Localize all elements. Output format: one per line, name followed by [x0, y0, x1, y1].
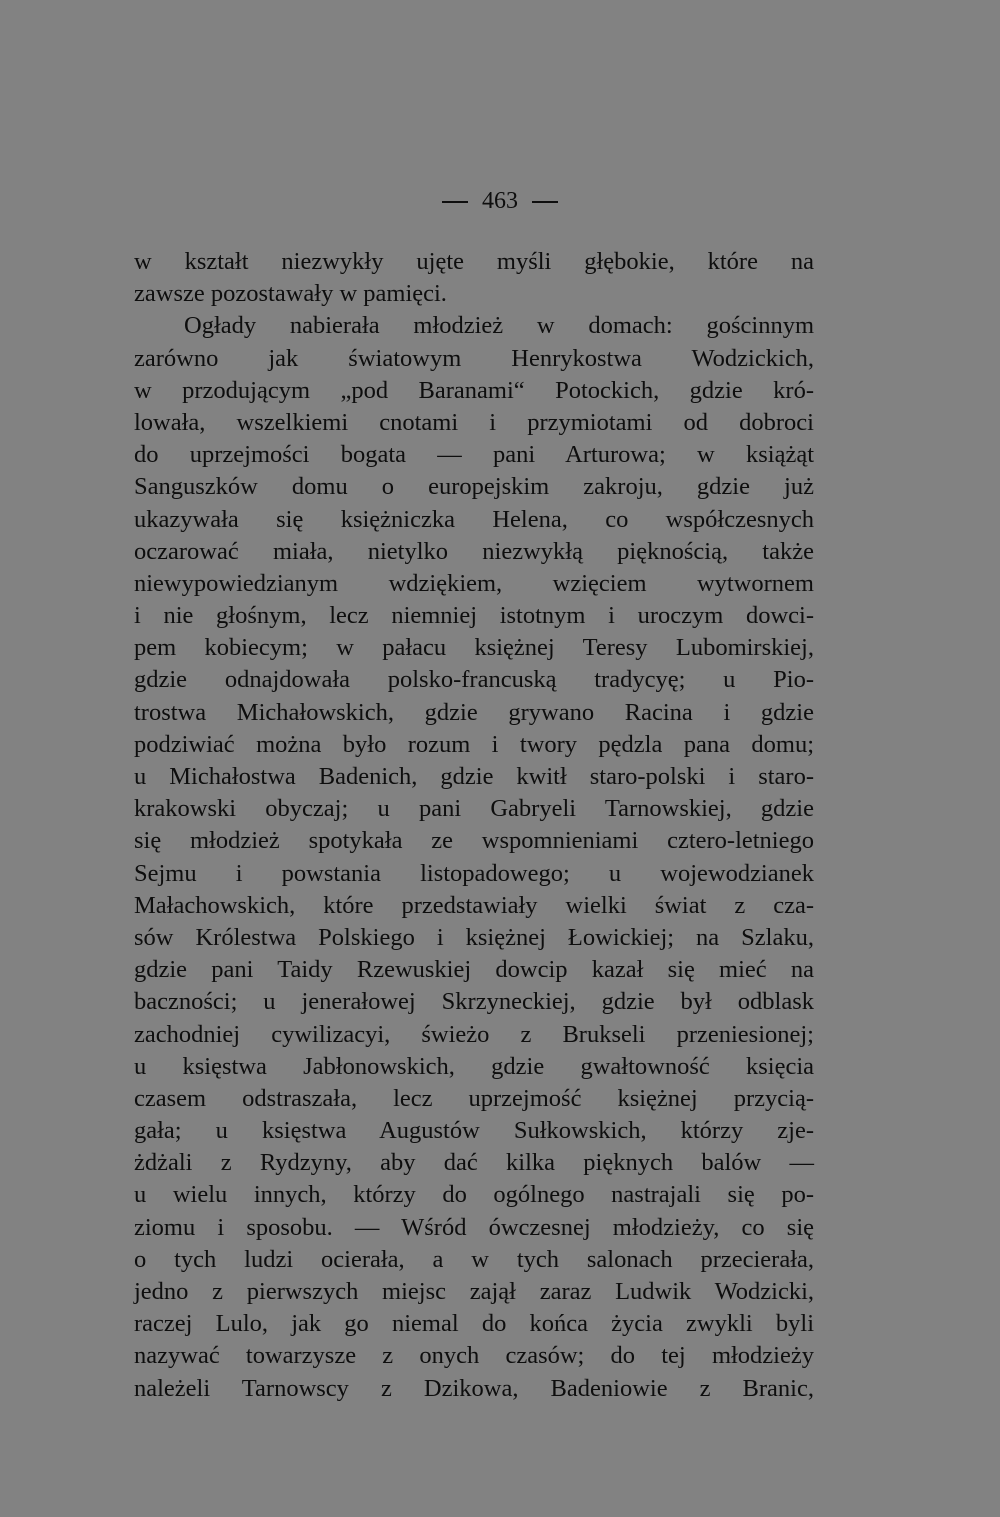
text-line: do uprzejmości bogata — pani Arturowa; w książąt: [134, 441, 814, 469]
text-line: ukazywała się księżniczka Helena, co współczesnych: [134, 505, 814, 533]
text-line: o tych ludzi ocierała, a w tych salonach przecierała,: [134, 1245, 814, 1273]
text-line: ziomu i sposobu. — Wśród ówczesnej młodzieży, co się: [134, 1213, 814, 1241]
text-line: niewypowiedzianym wdziękiem, wzięciem wytwornem: [134, 569, 814, 597]
text-line: oczarować miała, nietylko niezwykłą pięknością, także: [134, 537, 814, 565]
text-line: raczej Lulo, jak go niemal do końca życia zwykli byli: [134, 1310, 814, 1338]
text-line: Sejmu i powstania listopadowego; u wojewodzianek: [134, 859, 814, 887]
text-line: w kształt niezwykły ujęte myśli głębokie, które na: [134, 248, 814, 275]
text-line: gdzie pani Taidy Rzewuskiej dowcip kazał się mieć na: [134, 956, 814, 984]
text-line: Ogłady nabierała młodzież w domach: gościnnym: [184, 312, 814, 340]
text-line: się młodzież spotykała ze wspomnieniami cztero-letniego: [134, 827, 814, 855]
text-line: w przodującym „pod Baranami“ Potockich, gdzie kró-: [134, 376, 814, 404]
page-number: 463: [482, 188, 518, 214]
text-line: lowała, wszelkiemi cnotami i przymiotami od dobroci: [134, 408, 814, 436]
text-line: jedno z pierwszych miejsc zajął zaraz Ludwik Wodzicki,: [134, 1278, 814, 1305]
text-line: zawsze pozostawały w pamięci.: [134, 280, 447, 308]
header-dash-left: [442, 201, 468, 203]
text-line: pem kobiecym; w pałacu księżnej Teresy Lubomirskiej,: [134, 634, 814, 662]
body-text: [134, 246, 814, 1405]
text-line: czasem odstraszała, lecz uprzejmość księżnej przycią-: [134, 1084, 814, 1112]
text-line: zachodniej cywilizacyi, świeżo z Brukseli przeniesionej;: [134, 1020, 814, 1048]
text-line: u wielu innych, którzy do ogólnego nastrajali się po-: [134, 1181, 814, 1209]
text-line: nazywać towarzysze z onych czasów; do tej młodzieży: [134, 1342, 814, 1370]
text-line: i nie głośnym, lecz niemniej istotnym i uroczym dowci-: [134, 602, 814, 630]
text-line: gała; u księstwa Augustów Sułkowskich, którzy zje-: [134, 1117, 814, 1145]
text-line: trostwa Michałowskich, gdzie grywano Racina i gdzie: [134, 698, 814, 726]
text-line: żdżali z Rydzyny, aby dać kilka pięknych balów —: [134, 1149, 814, 1177]
header-dash-right: [532, 201, 558, 203]
text-line: krakowski obyczaj; u pani Gabryeli Tarnowskiej, gdzie: [134, 795, 814, 823]
text-line: baczności; u jenerałowej Skrzyneckiej, gdzie był odblask: [134, 988, 814, 1016]
text-line: Małachowskich, które przedstawiały wielki świat z cza-: [134, 891, 814, 919]
text-line: Sanguszków domu o europejskim zakroju, gdzie już: [134, 473, 814, 501]
text-line: należeli Tarnowscy z Dzikowa, Badeniowie z Branic,: [134, 1374, 814, 1402]
text-line: u Michałostwa Badenich, gdzie kwitł staro-polski i staro-: [134, 763, 814, 790]
page-header: [0, 184, 1000, 218]
text-line: gdzie odnajdowała polsko-francuską tradycyę; u Pio-: [134, 666, 814, 694]
text-line: podziwiać można było rozum i twory pędzla pana domu;: [134, 730, 814, 758]
text-line: zarówno jak światowym Henrykostwa Wodzickich,: [134, 344, 814, 372]
text-line: u księstwa Jabłonowskich, gdzie gwałtowność księcia: [134, 1052, 814, 1080]
text-line: sów Królestwa Polskiego i księżnej Łowickiej; na Szlaku,: [134, 923, 814, 951]
